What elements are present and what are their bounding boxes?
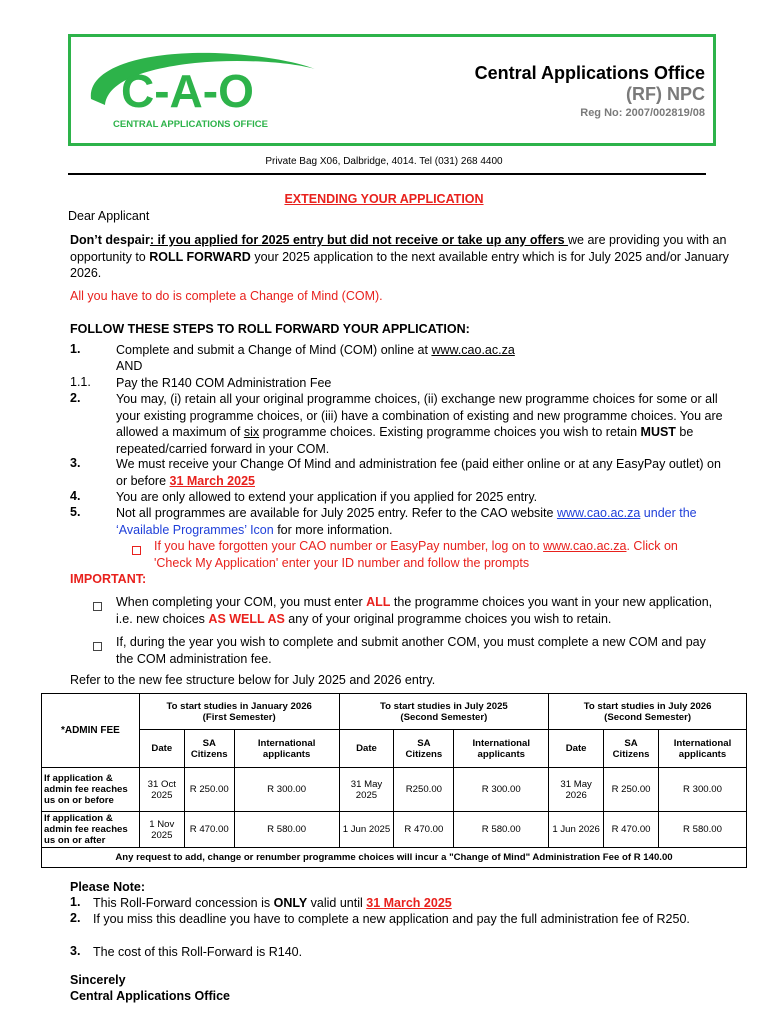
note-1-text: This Roll-Forward concession is [93, 896, 274, 910]
step-2-six: six [243, 425, 260, 439]
note-3-number: 3. [70, 944, 81, 958]
cell-date: 31 May 2026 [549, 768, 604, 812]
step-1-link[interactable]: www.cao.ac.za [431, 343, 515, 357]
note-2-number: 2. [70, 911, 81, 925]
org-name: Central Applications Office [474, 63, 705, 83]
cell-date: 31 May 2025 [339, 768, 394, 812]
cell-sa-fee: R 250.00 [604, 768, 659, 812]
intro-roll-forward: ROLL FORWARD [149, 249, 251, 264]
note-1-deadline: 31 March 2025 [366, 896, 452, 910]
col-date: Date [339, 730, 394, 768]
letterhead [68, 34, 716, 146]
intro-text: we are providing you with an opportunity to [70, 233, 727, 264]
cell-sa-fee: R 470.00 [394, 812, 454, 848]
step-1-1-text: Pay the R140 COM Administration Fee [116, 376, 332, 390]
step-2-number: 2. [70, 391, 81, 405]
org-type: (RF) NPC [626, 84, 705, 104]
step-2-must: MUST [640, 425, 676, 439]
col-date: Date [139, 730, 184, 768]
cell-date: 1 Nov 2025 [139, 812, 184, 848]
table-row [42, 730, 747, 768]
step-5-text-end: for more information. [273, 522, 393, 537]
cell-int-fee: R 580.00 [454, 812, 549, 848]
note-2-text: If you miss this deadline you have to complete a new application and pay the full administration fee of R250. [93, 912, 690, 926]
col-international: International applicants [454, 730, 549, 768]
col-sa: SA Citizens [394, 730, 454, 768]
group-header-jan-2026: To start studies in January 2026 (First Semester) [139, 694, 339, 730]
note-1-only: ONLY [273, 896, 308, 910]
bullet-box-icon [132, 542, 141, 560]
cell-sa-fee: R 470.00 [604, 812, 659, 848]
cell-int-fee: R 300.00 [454, 768, 549, 812]
cell-date: 1 Jun 2025 [339, 812, 394, 848]
note-heading: Please Note: [70, 880, 146, 894]
com-note: All you have to do is complete a Change of Mind (COM). [70, 289, 383, 303]
step-4-number: 4. [70, 489, 81, 503]
col-international: International applicants [659, 730, 747, 768]
greeting: Dear Applicant [68, 209, 150, 223]
important-1-as-well-as: AS WELL AS [208, 611, 285, 626]
intro-lead: Don’t despair [70, 233, 150, 247]
table-row [42, 812, 747, 848]
step-4-text: You are only allowed to extend your application if you applied for 2025 entry. [116, 490, 538, 504]
logo-text: C-A-O [121, 65, 254, 117]
forgot-number-note [154, 538, 714, 571]
cao-logo [85, 47, 325, 133]
admin-fee-header: *ADMIN FEE [42, 694, 140, 768]
intro-text-end: your 2025 application to the next available entry which is for July 2025 and/or January 2026. [70, 249, 729, 280]
step-3 [116, 456, 726, 489]
step-5-available-programmes: under the ‘Available Programmes’ Icon [116, 506, 697, 537]
col-date: Date [549, 730, 604, 768]
postal-address: Private Bag X06, Dalbridge, 4014. Tel (031) 268 4400 [265, 156, 503, 167]
table-footer-note: Any request to add, change or renumber programme choices will incur a "Change of Mind" Administration Fee of R 140.00 [42, 848, 747, 868]
closing-signature: Central Applications Office [70, 989, 230, 1003]
step-1 [116, 342, 726, 359]
step-2-text-b: programme choices. Existing programme choices you wish to retain [259, 425, 641, 439]
note-1-text-b: valid until [307, 896, 367, 910]
step-5-text: Not all programmes are available for July 2025 entry. Refer to the CAO website [116, 506, 557, 520]
letter-title: EXTENDING YOUR APPLICATION [284, 192, 484, 206]
important-1-text-b: the programme choices you want in your new application, i.e. new choices [116, 595, 713, 626]
table-row [42, 848, 747, 868]
org-block [475, 63, 705, 119]
intro-paragraph [70, 232, 730, 282]
reg-number: Reg No: 2007/002819/08 [580, 107, 705, 119]
step-2 [116, 391, 726, 457]
step-5-number: 5. [70, 505, 81, 519]
step-3-text: We must receive your Change Of Mind and administration fee (paid either online or at any EasyPay outlet) on or before [116, 457, 721, 488]
step-1-number: 1. [70, 342, 81, 356]
important-1-text: When completing your COM, you must enter [116, 595, 367, 609]
cell-sa-fee: R 250.00 [184, 768, 234, 812]
closing-sincerely: Sincerely [70, 973, 126, 987]
step-3-number: 3. [70, 456, 81, 470]
forgot-text: If you have forgotten your CAO number or EasyPay number, log on to [154, 539, 544, 553]
group-header-jul-2026: To start studies in July 2026 (Second Semester) [549, 694, 747, 730]
cell-int-fee: R 300.00 [659, 768, 747, 812]
important-1-text-c: any of your original programme choices you wish to retain. [284, 611, 612, 626]
step-2-text: You may, (i) retain all your original programme choices, (ii) exchange new programme choices for some or all your existing programme choices, or (iii) have a combination of existing and new programme choices. You are allowed a maximum of [116, 392, 723, 439]
note-1-number: 1. [70, 895, 81, 909]
header-divider [68, 173, 706, 175]
cell-sa-fee: R 470.00 [184, 812, 234, 848]
intro-condition: : if you applied for 2025 entry but did not receive or take up any offers [149, 233, 569, 247]
step-1-text: Complete and submit a Change of Mind (COM) online at [116, 343, 432, 357]
note-1 [93, 895, 713, 912]
steps-heading: FOLLOW THESE STEPS TO ROLL FORWARD YOUR APPLICATION: [70, 322, 470, 336]
important-2: If, during the year you wish to complete and submit another COM, you must complete a new COM and pay the COM administration fee. [116, 635, 706, 666]
col-sa: SA Citizens [184, 730, 234, 768]
cell-int-fee: R 300.00 [234, 768, 339, 812]
note-3-text: The cost of this Roll-Forward is R140. [93, 945, 303, 959]
col-sa: SA Citizens [604, 730, 659, 768]
step-5-link[interactable]: www.cao.ac.za [556, 506, 641, 520]
step-2-text-c: be repeated/carried forward in your COM. [116, 425, 694, 456]
table-row [42, 768, 747, 812]
cell-sa-fee: R250.00 [394, 768, 454, 812]
step-5 [116, 505, 726, 538]
logo-subtext: CENTRAL APPLICATIONS OFFICE [113, 119, 268, 130]
bullet-box-icon [93, 598, 102, 616]
important-1-all: ALL [366, 595, 391, 609]
row-label-after: If application & admin fee reaches us on or after [42, 812, 140, 848]
important-heading: IMPORTANT: [70, 572, 147, 586]
step-1-1-number: 1.1. [70, 375, 91, 389]
cell-date: 1 Jun 2026 [549, 812, 604, 848]
forgot-text-end: . Click on 'Check My Application' enter your ID number and follow the prompts [154, 539, 678, 570]
table-row [42, 694, 747, 730]
row-label-before: If application & admin fee reaches us on or before [42, 768, 140, 812]
group-header-jul-2025: To start studies in July 2025 (Second Semester) [339, 694, 549, 730]
forgot-link[interactable]: www.cao.ac.za [543, 539, 627, 553]
step-1-and: AND [116, 359, 143, 373]
bullet-box-icon [93, 638, 102, 656]
step-3-deadline: 31 March 2025 [169, 473, 255, 488]
cell-int-fee: R 580.00 [659, 812, 747, 848]
col-international: International applicants [234, 730, 339, 768]
important-1 [116, 594, 716, 627]
cell-date: 31 Oct 2025 [139, 768, 184, 812]
fee-intro: Refer to the new fee structure below for July 2025 and 2026 entry. [70, 673, 436, 687]
fee-table [41, 693, 747, 868]
cell-int-fee: R 580.00 [234, 812, 339, 848]
